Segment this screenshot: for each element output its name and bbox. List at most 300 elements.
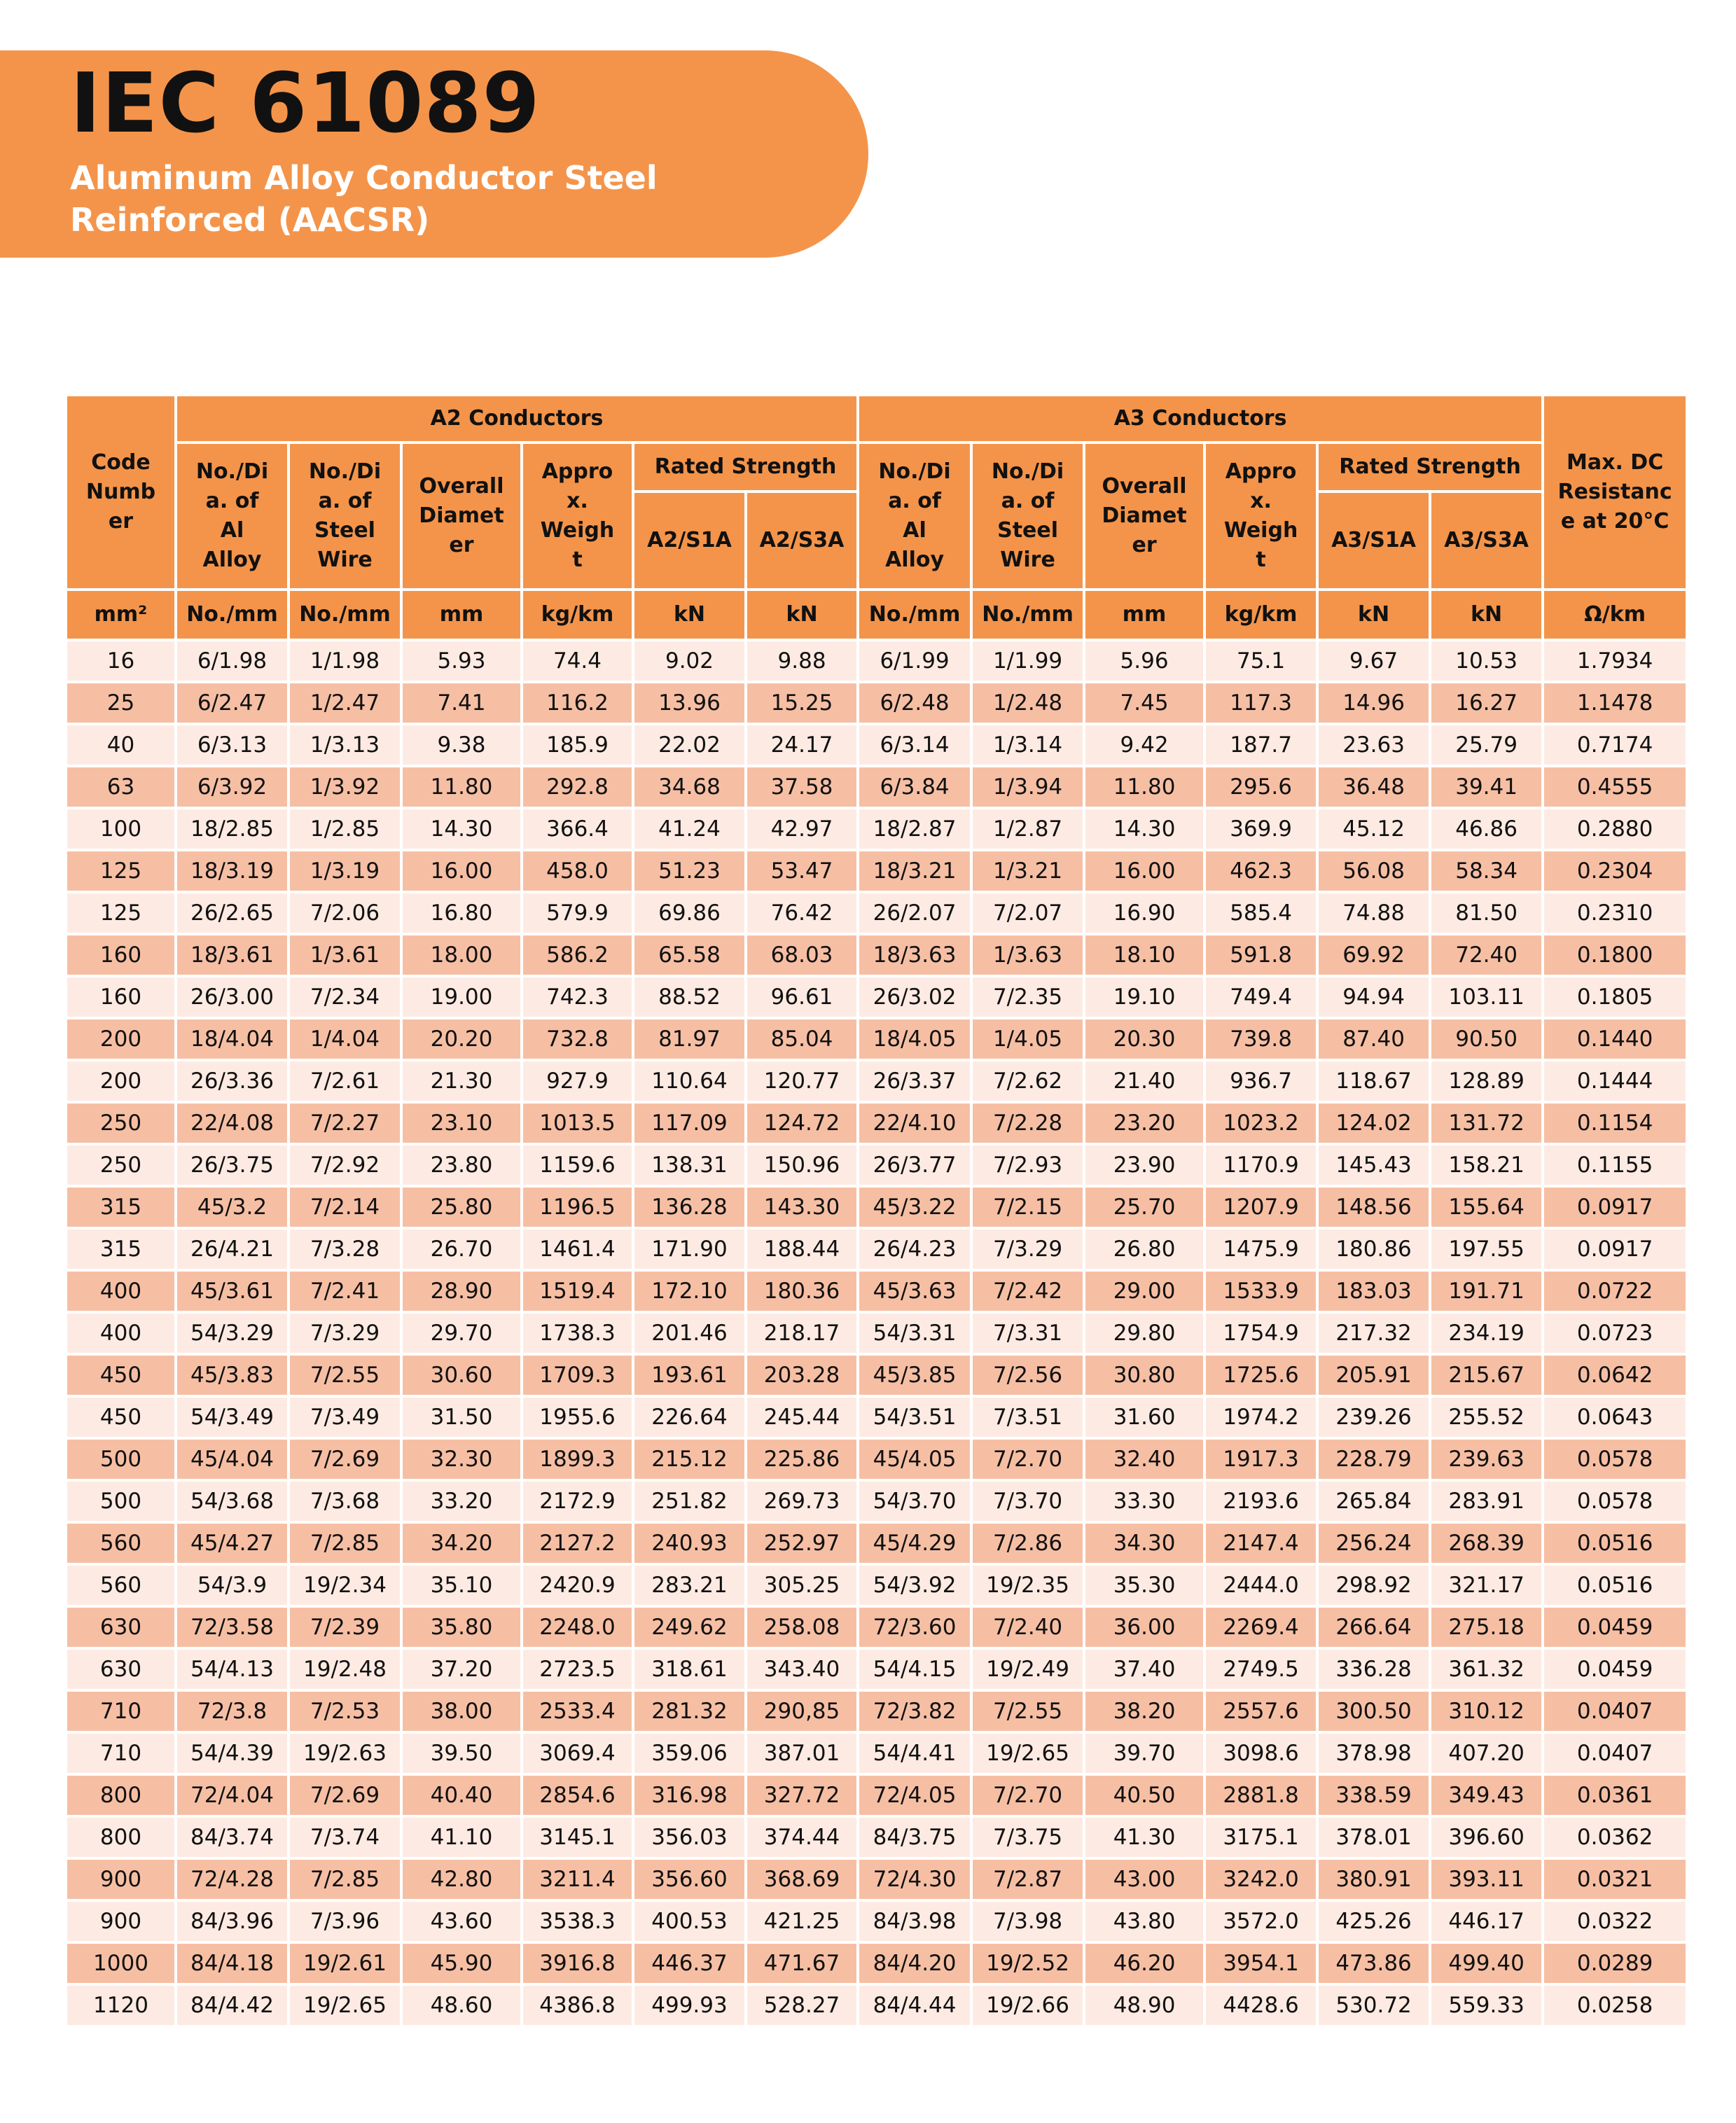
table-cell: 14.30: [1084, 808, 1204, 850]
table-cell: 120.77: [746, 1060, 858, 1102]
unit-cell: Ω/km: [1543, 590, 1687, 640]
table-cell: 68.03: [746, 934, 858, 976]
table-cell: 187.7: [1204, 724, 1317, 766]
table-cell: 7/2.61: [289, 1060, 401, 1102]
table-cell: 450: [66, 1354, 176, 1396]
table-cell: 34.20: [401, 1522, 522, 1564]
table-cell: 191.71: [1430, 1270, 1543, 1312]
table-cell: 46.20: [1084, 1942, 1204, 1984]
table-cell: 69.92: [1317, 934, 1430, 976]
table-cell: 9.02: [633, 640, 746, 682]
table-cell: 160: [66, 934, 176, 976]
table-cell: 6/3.92: [176, 766, 289, 808]
table-cell: 54/4.39: [176, 1732, 289, 1774]
table-cell: 7/3.75: [971, 1816, 1084, 1858]
table-cell: 30.80: [1084, 1354, 1204, 1396]
table-cell: 473.86: [1317, 1942, 1430, 1984]
table-cell: 72/4.05: [858, 1774, 971, 1816]
table-cell: 0.0723: [1543, 1312, 1687, 1354]
table-cell: 500: [66, 1480, 176, 1522]
table-cell: 155.64: [1430, 1186, 1543, 1228]
table-cell: 0.7174: [1543, 724, 1687, 766]
table-cell: 2147.4: [1204, 1522, 1317, 1564]
table-cell: 72/3.60: [858, 1606, 971, 1648]
table-cell: 369.9: [1204, 808, 1317, 850]
table-cell: 2881.8: [1204, 1774, 1317, 1816]
table-cell: 160: [66, 976, 176, 1018]
table-cell: 84/4.42: [176, 1984, 289, 2026]
table-cell: 28.90: [401, 1270, 522, 1312]
table-cell: 0.1805: [1543, 976, 1687, 1018]
table-cell: 22.02: [633, 724, 746, 766]
subtitle-line-1: Aluminum Alloy Conductor Steel: [70, 159, 658, 197]
a2-conductors-header: A2 Conductors: [176, 395, 858, 443]
table-cell: 900: [66, 1858, 176, 1900]
table-cell: 2557.6: [1204, 1690, 1317, 1732]
table-cell: 9.88: [746, 640, 858, 682]
table-cell: 368.69: [746, 1858, 858, 1900]
table-cell: 180.36: [746, 1270, 858, 1312]
table-row: [66, 1732, 1687, 1774]
table-cell: 239.63: [1430, 1438, 1543, 1480]
table-cell: 45/4.05: [858, 1438, 971, 1480]
table-cell: 200: [66, 1060, 176, 1102]
table-cell: 72/3.58: [176, 1606, 289, 1648]
table-cell: 84/4.18: [176, 1942, 289, 1984]
table-cell: 56.08: [1317, 850, 1430, 892]
table-cell: 7/2.85: [289, 1522, 401, 1564]
table-cell: 7/2.92: [289, 1144, 401, 1186]
table-cell: 19/2.63: [289, 1732, 401, 1774]
table-cell: 1000: [66, 1942, 176, 1984]
table-cell: 85.04: [746, 1018, 858, 1060]
table-cell: 0.0642: [1543, 1354, 1687, 1396]
table-cell: 228.79: [1317, 1438, 1430, 1480]
table-cell: 128.89: [1430, 1060, 1543, 1102]
table-cell: 215.67: [1430, 1354, 1543, 1396]
table-cell: 7/2.14: [289, 1186, 401, 1228]
a2-diameter-header: Overall Diamet er: [401, 443, 522, 590]
aacsr-spec-table: [64, 394, 1688, 2028]
code-number-header: Code Numb er: [66, 395, 176, 590]
table-cell: 732.8: [522, 1018, 633, 1060]
table-cell: 1/3.61: [289, 934, 401, 976]
table-cell: 193.61: [633, 1354, 746, 1396]
table-cell: 205.91: [1317, 1354, 1430, 1396]
table-cell: 4386.8: [522, 1984, 633, 2026]
table-cell: 7/2.70: [971, 1774, 1084, 1816]
table-cell: 54/3.9: [176, 1564, 289, 1606]
table-cell: 16.00: [401, 850, 522, 892]
table-cell: 35.10: [401, 1564, 522, 1606]
table-cell: 586.2: [522, 934, 633, 976]
table-cell: 11.80: [1084, 766, 1204, 808]
table-cell: 39.50: [401, 1732, 522, 1774]
standard-title: IEC 61089: [70, 55, 541, 151]
table-cell: 1207.9: [1204, 1186, 1317, 1228]
table-cell: 1120: [66, 1984, 176, 2026]
table-row: [66, 1354, 1687, 1396]
a3-s3a-header: A3/S3A: [1430, 492, 1543, 590]
table-cell: 74.88: [1317, 892, 1430, 934]
table-cell: 84/4.20: [858, 1942, 971, 1984]
table-cell: 9.42: [1084, 724, 1204, 766]
table-cell: 0.0516: [1543, 1522, 1687, 1564]
table-cell: 18/3.19: [176, 850, 289, 892]
table-cell: 7/2.85: [289, 1858, 401, 1900]
table-cell: 54/4.13: [176, 1648, 289, 1690]
table-cell: 425.26: [1317, 1900, 1430, 1942]
table-cell: 19/2.49: [971, 1648, 1084, 1690]
table-body: [66, 640, 1687, 2026]
table-cell: 1/2.47: [289, 682, 401, 724]
table-cell: 116.2: [522, 682, 633, 724]
table-cell: 0.0722: [1543, 1270, 1687, 1312]
table-cell: 9.38: [401, 724, 522, 766]
table-cell: 22/4.10: [858, 1102, 971, 1144]
unit-cell: kN: [1430, 590, 1543, 640]
table-cell: 3145.1: [522, 1816, 633, 1858]
table-cell: 16.80: [401, 892, 522, 934]
table-cell: 74.4: [522, 640, 633, 682]
table-cell: 18/3.21: [858, 850, 971, 892]
table-cell: 118.67: [1317, 1060, 1430, 1102]
table-cell: 18/2.85: [176, 808, 289, 850]
table-cell: 0.0407: [1543, 1690, 1687, 1732]
table-cell: 54/4.15: [858, 1648, 971, 1690]
table-cell: 710: [66, 1732, 176, 1774]
table-row: [66, 1102, 1687, 1144]
table-cell: 1899.3: [522, 1438, 633, 1480]
table-row: [66, 1270, 1687, 1312]
table-cell: 5.93: [401, 640, 522, 682]
table-cell: 0.0258: [1543, 1984, 1687, 2026]
table-cell: 1475.9: [1204, 1228, 1317, 1270]
table-cell: 25.80: [401, 1186, 522, 1228]
table-cell: 1/3.92: [289, 766, 401, 808]
table-row: [66, 934, 1687, 976]
table-cell: 936.7: [1204, 1060, 1317, 1102]
table-cell: 31.50: [401, 1396, 522, 1438]
table-cell: 19/2.34: [289, 1564, 401, 1606]
table-cell: 6/2.47: [176, 682, 289, 724]
table-cell: 65.58: [633, 934, 746, 976]
table-cell: 7/2.15: [971, 1186, 1084, 1228]
table-cell: 591.8: [1204, 934, 1317, 976]
table-cell: 143.30: [746, 1186, 858, 1228]
table-cell: 900: [66, 1900, 176, 1942]
table-cell: 1/3.14: [971, 724, 1084, 766]
table-cell: 3098.6: [1204, 1732, 1317, 1774]
table-cell: 281.32: [633, 1690, 746, 1732]
title-banner: [0, 50, 868, 258]
table-cell: 69.86: [633, 892, 746, 934]
table-cell: 4428.6: [1204, 1984, 1317, 2026]
table-row: [66, 976, 1687, 1018]
table-cell: 29.00: [1084, 1270, 1204, 1312]
table-cell: 63: [66, 766, 176, 808]
table-cell: 19/2.66: [971, 1984, 1084, 2026]
table-cell: 7/2.62: [971, 1060, 1084, 1102]
table-row: [66, 1396, 1687, 1438]
table-cell: 7/3.98: [971, 1900, 1084, 1942]
table-cell: 327.72: [746, 1774, 858, 1816]
table-cell: 34.68: [633, 766, 746, 808]
table-cell: 34.30: [1084, 1522, 1204, 1564]
table-cell: 0.1440: [1543, 1018, 1687, 1060]
unit-cell: mm: [401, 590, 522, 640]
table-cell: 25.70: [1084, 1186, 1204, 1228]
table-cell: 269.73: [746, 1480, 858, 1522]
table-cell: 225.86: [746, 1438, 858, 1480]
table-cell: 300.50: [1317, 1690, 1430, 1732]
table-cell: 7.41: [401, 682, 522, 724]
table-cell: 5.96: [1084, 640, 1204, 682]
table-cell: 54/3.29: [176, 1312, 289, 1354]
table-cell: 7/2.87: [971, 1858, 1084, 1900]
table-cell: 407.20: [1430, 1732, 1543, 1774]
table-cell: 295.6: [1204, 766, 1317, 808]
table-cell: 1917.3: [1204, 1438, 1317, 1480]
table-cell: 3211.4: [522, 1858, 633, 1900]
table-cell: 3572.0: [1204, 1900, 1317, 1942]
table-cell: 158.21: [1430, 1144, 1543, 1186]
table-cell: 0.0643: [1543, 1396, 1687, 1438]
table-cell: 7/2.55: [289, 1354, 401, 1396]
table-cell: 1170.9: [1204, 1144, 1317, 1186]
table-cell: 87.40: [1317, 1018, 1430, 1060]
table-cell: 800: [66, 1774, 176, 1816]
table-cell: 9.67: [1317, 640, 1430, 682]
a2-s1a-header: A2/S1A: [633, 492, 746, 590]
table-cell: 315: [66, 1228, 176, 1270]
table-cell: 26/2.65: [176, 892, 289, 934]
table-cell: 1/1.98: [289, 640, 401, 682]
table-cell: 528.27: [746, 1984, 858, 2026]
a2-steel-wire-header: No./Di a. of Steel Wire: [289, 443, 401, 590]
table-cell: 10.53: [1430, 640, 1543, 682]
table-cell: 2533.4: [522, 1690, 633, 1732]
table-cell: 45/3.61: [176, 1270, 289, 1312]
table-cell: 7/2.27: [289, 1102, 401, 1144]
table-cell: 1955.6: [522, 1396, 633, 1438]
table-cell: 378.98: [1317, 1732, 1430, 1774]
table-cell: 250: [66, 1102, 176, 1144]
unit-cell: No./mm: [858, 590, 971, 640]
table-cell: 266.64: [1317, 1606, 1430, 1648]
table-cell: 321.17: [1430, 1564, 1543, 1606]
table-cell: 45.12: [1317, 808, 1430, 850]
table-cell: 32.30: [401, 1438, 522, 1480]
table-cell: 446.17: [1430, 1900, 1543, 1942]
table-cell: 0.0459: [1543, 1648, 1687, 1690]
table-cell: 1/2.48: [971, 682, 1084, 724]
table-cell: 1/3.94: [971, 766, 1084, 808]
table-cell: 2269.4: [1204, 1606, 1317, 1648]
table-cell: 11.80: [401, 766, 522, 808]
table-cell: 53.47: [746, 850, 858, 892]
table-cell: 117.3: [1204, 682, 1317, 724]
table-cell: 124.02: [1317, 1102, 1430, 1144]
table-cell: 84/3.98: [858, 1900, 971, 1942]
table-cell: 100: [66, 808, 176, 850]
a2-s3a-header: A2/S3A: [746, 492, 858, 590]
table-cell: 41.10: [401, 1816, 522, 1858]
table-cell: 172.10: [633, 1270, 746, 1312]
table-cell: 630: [66, 1648, 176, 1690]
table-cell: 48.90: [1084, 1984, 1204, 2026]
table-cell: 26/3.00: [176, 976, 289, 1018]
table-cell: 22/4.08: [176, 1102, 289, 1144]
table-cell: 400: [66, 1312, 176, 1354]
table-cell: 1/4.05: [971, 1018, 1084, 1060]
table-cell: 499.93: [633, 1984, 746, 2026]
table-cell: 1754.9: [1204, 1312, 1317, 1354]
table-cell: 258.08: [746, 1606, 858, 1648]
table-cell: 23.80: [401, 1144, 522, 1186]
table-cell: 32.40: [1084, 1438, 1204, 1480]
table-cell: 0.0459: [1543, 1606, 1687, 1648]
table-cell: 23.20: [1084, 1102, 1204, 1144]
table-cell: 7/3.29: [971, 1228, 1084, 1270]
table-cell: 0.2880: [1543, 808, 1687, 850]
table-cell: 215.12: [633, 1438, 746, 1480]
table-row: [66, 682, 1687, 724]
table-row: [66, 1984, 1687, 2026]
table-cell: 131.72: [1430, 1102, 1543, 1144]
table-cell: 3954.1: [1204, 1942, 1317, 1984]
table-cell: 48.60: [401, 1984, 522, 2026]
table-cell: 88.52: [633, 976, 746, 1018]
table-row: [66, 1564, 1687, 1606]
table-cell: 54/3.70: [858, 1480, 971, 1522]
table-cell: 23.10: [401, 1102, 522, 1144]
table-cell: 1.7934: [1543, 640, 1687, 682]
table-cell: 26.80: [1084, 1228, 1204, 1270]
table-cell: 2854.6: [522, 1774, 633, 1816]
table-cell: 2723.5: [522, 1648, 633, 1690]
table-row: [66, 1480, 1687, 1522]
table-cell: 0.0578: [1543, 1480, 1687, 1522]
table-cell: 7/2.39: [289, 1606, 401, 1648]
table-cell: 35.80: [401, 1606, 522, 1648]
table-cell: 171.90: [633, 1228, 746, 1270]
unit-cell: mm: [1084, 590, 1204, 640]
table-cell: 7/2.41: [289, 1270, 401, 1312]
table-cell: 185.9: [522, 724, 633, 766]
table-cell: 25: [66, 682, 176, 724]
table-cell: 72/4.28: [176, 1858, 289, 1900]
table-cell: 400.53: [633, 1900, 746, 1942]
table-cell: 33.30: [1084, 1480, 1204, 1522]
table-cell: 84/3.75: [858, 1816, 971, 1858]
table-cell: 19/2.65: [971, 1732, 1084, 1774]
table-cell: 45/3.85: [858, 1354, 971, 1396]
table-cell: 54/3.49: [176, 1396, 289, 1438]
table-cell: 218.17: [746, 1312, 858, 1354]
table-cell: 0.1154: [1543, 1102, 1687, 1144]
table-cell: 94.94: [1317, 976, 1430, 1018]
table-cell: 1023.2: [1204, 1102, 1317, 1144]
table-cell: 42.97: [746, 808, 858, 850]
table-row: [66, 1060, 1687, 1102]
table-cell: 19/2.61: [289, 1942, 401, 1984]
table-cell: 249.62: [633, 1606, 746, 1648]
table-row: [66, 850, 1687, 892]
table-cell: 45/3.83: [176, 1354, 289, 1396]
table-cell: 0.0578: [1543, 1438, 1687, 1480]
table-row: [66, 808, 1687, 850]
table-cell: 21.30: [401, 1060, 522, 1102]
table-cell: 90.50: [1430, 1018, 1543, 1060]
table-cell: 7/2.55: [971, 1690, 1084, 1732]
table-cell: 1/3.63: [971, 934, 1084, 976]
table-cell: 749.4: [1204, 976, 1317, 1018]
table-cell: 33.20: [401, 1480, 522, 1522]
table-cell: 180.86: [1317, 1228, 1430, 1270]
units-row: [66, 590, 1687, 640]
table-cell: 0.0917: [1543, 1186, 1687, 1228]
table-cell: 18.10: [1084, 934, 1204, 976]
table-cell: 7/2.69: [289, 1438, 401, 1480]
table-cell: 0.0362: [1543, 1816, 1687, 1858]
table-cell: 20.30: [1084, 1018, 1204, 1060]
unit-cell: kg/km: [1204, 590, 1317, 640]
table-cell: 42.80: [401, 1858, 522, 1900]
table-cell: 359.06: [633, 1732, 746, 1774]
table-cell: 19.10: [1084, 976, 1204, 1018]
table-cell: 315: [66, 1186, 176, 1228]
table-cell: 7/2.06: [289, 892, 401, 934]
table-cell: 343.40: [746, 1648, 858, 1690]
table-cell: 251.82: [633, 1480, 746, 1522]
table-cell: 7/3.31: [971, 1312, 1084, 1354]
a3-s1a-header: A3/S1A: [1317, 492, 1430, 590]
table-cell: 29.80: [1084, 1312, 1204, 1354]
table-cell: 18.00: [401, 934, 522, 976]
table-cell: 45/4.27: [176, 1522, 289, 1564]
table-cell: 75.1: [1204, 640, 1317, 682]
table-cell: 0.0361: [1543, 1774, 1687, 1816]
table-cell: 7/2.07: [971, 892, 1084, 934]
table-cell: 36.48: [1317, 766, 1430, 808]
table-cell: 400: [66, 1270, 176, 1312]
table-cell: 3242.0: [1204, 1858, 1317, 1900]
table-cell: 18/2.87: [858, 808, 971, 850]
table-cell: 1533.9: [1204, 1270, 1317, 1312]
table-cell: 45/4.04: [176, 1438, 289, 1480]
table-cell: 2444.0: [1204, 1564, 1317, 1606]
table-cell: 29.70: [401, 1312, 522, 1354]
table-row: [66, 1774, 1687, 1816]
table-cell: 7/2.70: [971, 1438, 1084, 1480]
table-cell: 361.32: [1430, 1648, 1543, 1690]
table-row: [66, 724, 1687, 766]
table-row: [66, 1648, 1687, 1690]
table-cell: 559.33: [1430, 1984, 1543, 2026]
unit-cell: kN: [746, 590, 858, 640]
table-cell: 203.28: [746, 1354, 858, 1396]
table-cell: 84/3.96: [176, 1900, 289, 1942]
table-cell: 3175.1: [1204, 1816, 1317, 1858]
table-cell: 51.23: [633, 850, 746, 892]
table-cell: 217.32: [1317, 1312, 1430, 1354]
table-cell: 265.84: [1317, 1480, 1430, 1522]
table-cell: 54/3.92: [858, 1564, 971, 1606]
table-cell: 148.56: [1317, 1186, 1430, 1228]
table-cell: 0.0321: [1543, 1858, 1687, 1900]
table-cell: 1/3.21: [971, 850, 1084, 892]
